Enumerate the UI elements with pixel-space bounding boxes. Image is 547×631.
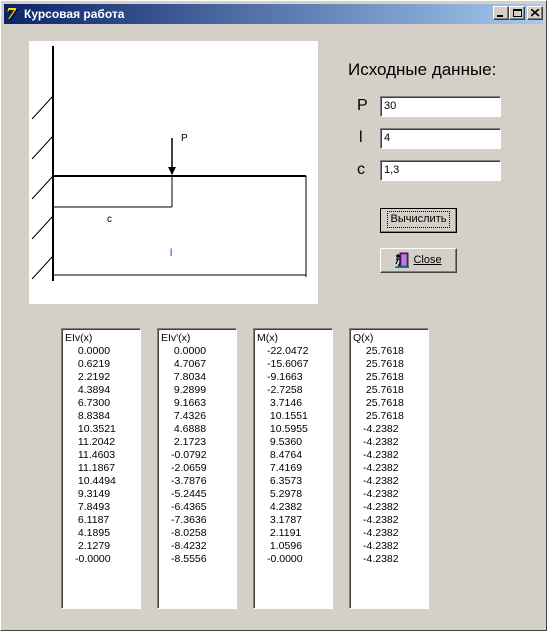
list-item[interactable]: -15.6067 [267, 358, 309, 370]
list-item[interactable]: 8.4764 [267, 449, 303, 461]
door-exit-icon [395, 252, 409, 268]
list-item[interactable]: -6.4365 [171, 501, 207, 513]
minimize-button[interactable] [493, 6, 509, 20]
list-item[interactable]: 11.2042 [75, 436, 116, 448]
list-item[interactable]: 6.3573 [267, 475, 303, 487]
list-moment[interactable] [253, 328, 333, 609]
list-shear[interactable] [349, 328, 429, 609]
list-item[interactable]: -4.2382 [363, 436, 399, 448]
list-item[interactable]: 25.7618 [363, 384, 404, 396]
close-window-button[interactable] [527, 6, 543, 20]
list-item[interactable]: 9.3149 [75, 488, 111, 500]
calculate-button[interactable] [380, 208, 457, 233]
list-item[interactable]: -0.0792 [171, 449, 207, 461]
list-item[interactable]: -4.2382 [363, 462, 399, 474]
list-item[interactable]: -2.7258 [267, 384, 303, 396]
list-item[interactable]: 4.7067 [171, 358, 207, 370]
close-icon [531, 9, 540, 17]
force-arrow-head [168, 167, 176, 175]
window-title: Курсовая работа [24, 7, 125, 21]
list-item[interactable]: -4.2382 [363, 449, 399, 461]
list-item[interactable]: -8.5556 [171, 553, 207, 565]
list-item[interactable]: -7.3636 [171, 514, 207, 526]
list-item[interactable]: 10.1551 [267, 410, 308, 422]
list-deflection[interactable] [61, 328, 141, 609]
list-item[interactable]: -4.2382 [363, 423, 399, 435]
list-item[interactable]: -4.2382 [363, 475, 399, 487]
list-item[interactable]: 6.7300 [75, 397, 111, 409]
param-l-label: l [359, 129, 363, 146]
force-label: P [181, 133, 188, 144]
maximize-icon [513, 9, 523, 18]
list-item[interactable]: -4.2382 [363, 488, 399, 500]
list-item[interactable]: 10.4494 [75, 475, 116, 487]
title-bar[interactable] [4, 4, 543, 24]
list-item[interactable]: -4.2382 [363, 514, 399, 526]
list-item[interactable]: 25.7618 [363, 410, 404, 422]
list-item[interactable]: 7.4326 [171, 410, 207, 422]
list-item[interactable]: 3.7146 [267, 397, 303, 409]
minimize-icon [497, 9, 505, 17]
list-item[interactable]: -0.0000 [75, 553, 111, 565]
list-header: EIv'(x) [161, 332, 191, 344]
list-item[interactable]: 25.7618 [363, 345, 404, 357]
offset-label: c [107, 214, 112, 225]
list-item[interactable]: 4.3894 [75, 384, 111, 396]
list-item[interactable]: 4.2382 [267, 501, 303, 513]
list-item[interactable]: 7.8034 [171, 371, 207, 383]
param-c-label: c [357, 161, 365, 178]
list-item[interactable]: 0.0000 [171, 345, 207, 357]
list-item[interactable]: 8.8384 [75, 410, 111, 422]
list-item[interactable]: 9.1663 [171, 397, 207, 409]
list-item[interactable]: 11.1867 [75, 462, 116, 474]
param-c-input[interactable]: 1,3 [380, 160, 501, 181]
list-item[interactable]: 0.0000 [75, 345, 111, 357]
list-item[interactable]: 2.1191 [267, 527, 302, 539]
list-item[interactable]: 25.7618 [363, 358, 404, 370]
list-item[interactable]: -4.2382 [363, 527, 399, 539]
maximize-button[interactable] [509, 6, 525, 20]
beam-diagram [29, 41, 318, 304]
list-item[interactable]: 9.5360 [267, 436, 303, 448]
list-item[interactable]: 7.8493 [75, 501, 111, 513]
list-item[interactable]: -3.7876 [171, 475, 207, 487]
list-item[interactable]: 1.0596 [267, 540, 303, 552]
list-item[interactable]: 2.1279 [75, 540, 111, 552]
close-button-label: Close [413, 254, 442, 266]
list-item[interactable]: 4.1895 [75, 527, 111, 539]
list-item[interactable]: -4.2382 [363, 553, 399, 565]
param-l-input[interactable]: 4 [380, 128, 501, 149]
list-item[interactable]: 2.2192 [75, 371, 111, 383]
list-item[interactable]: 10.5955 [267, 423, 308, 435]
input-heading: Исходные данные: [348, 60, 497, 79]
list-item[interactable]: 4.6888 [171, 423, 207, 435]
length-label: l [170, 248, 173, 259]
list-item[interactable]: 6.1187 [75, 514, 110, 526]
calculate-button-label: Вычислить [387, 211, 451, 228]
list-item[interactable]: 25.7618 [363, 371, 404, 383]
list-item[interactable]: -4.2382 [363, 501, 399, 513]
param-p-label: P [357, 97, 368, 114]
list-item[interactable]: -9.1663 [267, 371, 303, 383]
list-item[interactable]: 5.2978 [267, 488, 303, 500]
list-header: M(x) [257, 332, 278, 344]
list-item[interactable]: 7.4169 [267, 462, 303, 474]
list-item[interactable]: -8.4232 [171, 540, 207, 552]
list-item[interactable]: 10.3521 [75, 423, 116, 435]
list-item[interactable]: 2.1723 [171, 436, 207, 448]
list-item[interactable]: -4.2382 [363, 540, 399, 552]
param-p-input[interactable]: 30 [380, 96, 501, 117]
list-slope[interactable] [157, 328, 237, 609]
list-item[interactable]: -22.0472 [267, 345, 309, 357]
list-item[interactable]: -8.0258 [171, 527, 207, 539]
list-item[interactable]: -2.0659 [171, 462, 207, 474]
list-item[interactable]: -5.2445 [171, 488, 207, 500]
list-header: Q(x) [353, 332, 374, 344]
list-header: EIv(x) [65, 332, 93, 344]
list-item[interactable]: 0.6219 [75, 358, 111, 370]
list-item[interactable]: 9.2899 [171, 384, 207, 396]
list-item[interactable]: 25.7618 [363, 397, 404, 409]
list-item[interactable]: -0.0000 [267, 553, 303, 565]
delphi-app-icon: 7 [6, 5, 17, 23]
close-button[interactable] [380, 248, 457, 273]
beam-diagram-drawing [29, 41, 318, 304]
list-item[interactable]: 3.1787 [267, 514, 303, 526]
wall-hatching [32, 96, 53, 279]
list-item[interactable]: 11.4603 [75, 449, 116, 461]
